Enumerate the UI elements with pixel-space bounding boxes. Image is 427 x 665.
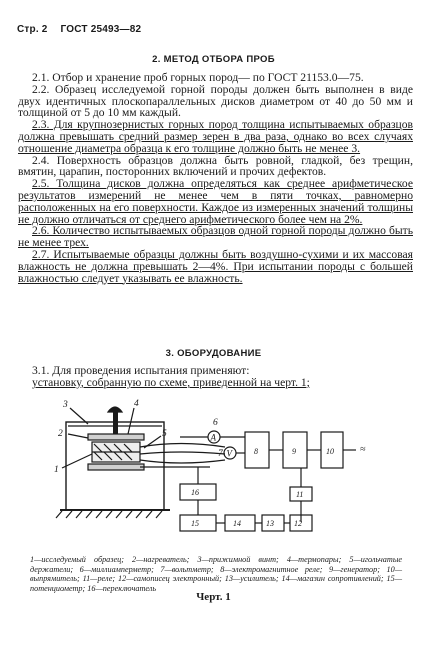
svg-text:≈: ≈	[360, 444, 366, 455]
para-2-2: 2.2. Образец исследуемой горной породы должен быть выполнен в виде двух идентичных плоскопараллельных дисков диаметром от 40 до 50 мм и толщиной от 5 до 10 мм каждый.	[18, 82, 413, 120]
standard-code: ГОСТ 25493—82	[60, 24, 142, 35]
svg-text:7: 7	[218, 449, 223, 459]
svg-text:4: 4	[134, 399, 139, 409]
svg-text:A: A	[210, 432, 216, 443]
para-3-1-item: установку, собранную по схеме, приведенной на черт. 1;	[32, 375, 310, 389]
svg-text:5: 5	[162, 429, 167, 439]
figure-title: Черт. 1	[196, 591, 231, 603]
heater	[88, 434, 144, 440]
clamp-screw	[108, 407, 122, 412]
svg-text:8: 8	[254, 447, 258, 456]
figure-caption: 1—исследуемый образец; 2—нагреватель; 3—прижимной винт; 4—термопары; 5—игольчатые держатели; 6—миллиамперметр; 7—вольтметр; 8—электромагнитное реле; 9—генератор; 10—выпрямитель; 11—реле; 12—самописец электронный; 13—усилитель; 14—магазин сопротивлений; 15—потенциометр; 16—переключатель	[30, 555, 402, 593]
para-2-4: 2.4. Поверхность образцов должна быть ровной, гладкой, без трещин, вмятин, царапин, посторонних включений и прочих дефектов.	[18, 153, 413, 179]
page-header	[17, 24, 151, 35]
para-2-6: 2.6. Количество испытываемых образцов одной горной породы должно быть не менее трех.	[18, 224, 413, 250]
svg-text:9: 9	[292, 447, 296, 456]
para-2-1: 2.1. Отбор и хранение проб горных пород— по ГОСТ 21153.0—75.	[32, 71, 364, 84]
section-3-body	[18, 365, 413, 389]
svg-text:15: 15	[191, 519, 199, 528]
svg-text:13: 13	[266, 519, 274, 528]
svg-text:1: 1	[54, 465, 59, 475]
svg-text:10: 10	[326, 447, 334, 456]
section-3-title: 3. ОБОРУДОВАНИЕ	[165, 348, 262, 359]
page-number: Стр. 2	[17, 24, 48, 35]
svg-text:3: 3	[63, 400, 68, 410]
para-2-7: 2.7. Испытываемые образцы должны быть воздушно-сухими и их массовая влажность не должна превышать 2—4%. При испытании породы с большей влажностью следует указывать ее влажность.	[18, 247, 413, 285]
para-2-5: 2.5. Толщина дисков должна определяться как среднее арифметическое результатов измерений не менее чем в пяти точках, равномерно расположенных на его поверхности. Каждое из измеренных значений толщины не должно отличаться от среднего арифметического более чем на 2%.	[18, 177, 413, 226]
svg-text:2: 2	[58, 429, 63, 439]
svg-text:11: 11	[296, 490, 304, 499]
para-2-3: 2.3. Для крупнозернистых горных пород толщина испытываемых образцов должна превышать средний размер зерен в два раза, однако во всех случаях отношение диаметра образца к его толщине должно быть не менее 3.	[18, 118, 413, 155]
section-2-title: 2. МЕТОД ОТБОРА ПРОБ	[152, 54, 275, 65]
svg-text:12: 12	[294, 519, 302, 528]
section-2-body	[18, 72, 413, 284]
schematic-figure	[40, 392, 390, 552]
svg-text:16: 16	[191, 488, 199, 497]
svg-text:6: 6	[213, 418, 218, 428]
para-3-1: 3.1. Для проведения испытания применяют:	[32, 364, 250, 377]
svg-text:V: V	[226, 448, 232, 459]
svg-text:14: 14	[233, 519, 241, 528]
